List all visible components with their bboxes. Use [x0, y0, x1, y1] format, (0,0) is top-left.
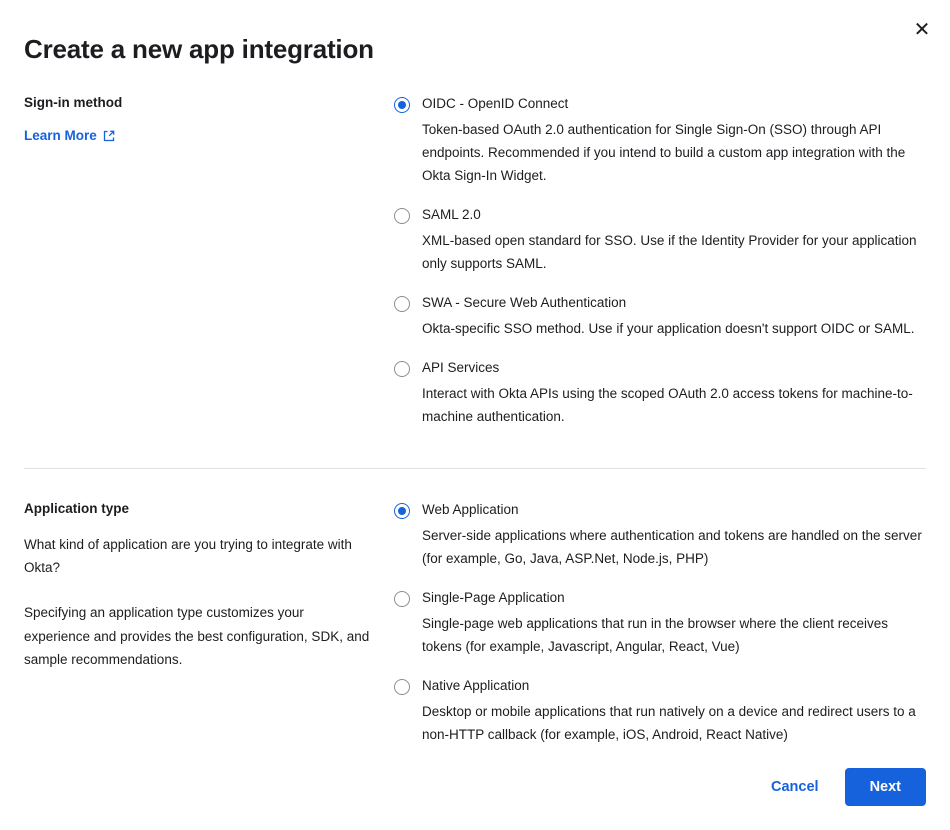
- application-type-description-2: Specifying an application type customizes your experience and provides the best configuration, SDK, and sample recommendations.: [24, 605, 370, 667]
- radio-single-page-application[interactable]: [394, 591, 410, 607]
- signin-method-section: [24, 94, 926, 428]
- page-title: Create a new app integration: [24, 34, 374, 64]
- signin-option-saml-title: SAML 2.0: [422, 207, 481, 223]
- apptype-option-native-title: Native Application: [422, 678, 530, 693]
- signin-option-swa-desc: Okta-specific SSO method. Use if your application doesn't support OIDC or SAML.: [422, 320, 915, 336]
- radio-api-services[interactable]: [394, 361, 410, 377]
- radio-native-application[interactable]: [394, 679, 410, 695]
- external-link-icon: [103, 130, 115, 142]
- application-type-label: Application type: [24, 501, 130, 516]
- radio-swa[interactable]: [394, 296, 410, 312]
- learn-more-link[interactable]: [24, 128, 115, 143]
- application-type-description-1: What kind of application are you trying to integrate with Okta?: [24, 536, 352, 576]
- apptype-option-web[interactable]: [394, 500, 926, 570]
- next-button[interactable]: Next: [845, 768, 926, 806]
- radio-oidc[interactable]: [394, 97, 410, 113]
- radio-saml[interactable]: [394, 208, 410, 224]
- signin-method-options: [394, 94, 926, 428]
- signin-option-saml-desc: XML-based open standard for SSO. Use if the Identity Provider for your application only supports SAML.: [422, 232, 917, 271]
- signin-option-saml[interactable]: [394, 205, 926, 275]
- signin-method-left: [24, 94, 394, 145]
- radio-web-application[interactable]: [394, 503, 410, 519]
- signin-option-oidc[interactable]: [394, 94, 926, 187]
- apptype-option-native[interactable]: [394, 676, 926, 746]
- signin-option-api-services-title: API Services: [422, 360, 500, 375]
- signin-option-swa[interactable]: [394, 293, 926, 340]
- section-divider: [24, 468, 926, 469]
- apptype-option-spa-desc: Single-page web applications that run in the browser where the client receives tokens (for example, Javascript, Angular, React, Vue): [422, 615, 889, 654]
- signin-option-api-services-desc: Interact with Okta APIs using the scoped OAuth 2.0 access tokens for machine-to-machine authentication.: [422, 385, 913, 424]
- signin-option-api-services[interactable]: [394, 358, 926, 428]
- apptype-option-spa[interactable]: [394, 588, 926, 658]
- signin-option-swa-title: SWA - Secure Web Authentication: [422, 295, 627, 311]
- signin-option-oidc-title: OIDC - OpenID Connect: [422, 96, 569, 111]
- application-type-left: [24, 500, 394, 671]
- cancel-button[interactable]: Cancel: [767, 771, 823, 803]
- dialog-footer: [767, 768, 926, 806]
- apptype-option-native-desc: Desktop or mobile applications that run natively on a device and redirect users to a non-HTTP callback (for example, iOS, Android, React Native): [422, 703, 916, 742]
- apptype-option-web-desc: Server-side applications where authentication and tokens are handled on the server (for example, Go, Java, ASP.Net, Node.js, PHP): [422, 527, 922, 566]
- signin-option-oidc-desc: Token-based OAuth 2.0 authentication for Single Sign-On (SSO) through API endpoints. Recommended if you intend to build a custom app integration with the Okta Sign-In Widget.: [422, 121, 906, 183]
- application-type-section: [24, 500, 926, 746]
- application-type-options: [394, 500, 926, 746]
- apptype-option-web-title: Web Application: [422, 502, 519, 517]
- learn-more-label: Learn More: [24, 127, 97, 143]
- apptype-option-spa-title: Single-Page Application: [422, 590, 565, 605]
- signin-method-label: Sign-in method: [24, 95, 123, 110]
- close-icon[interactable]: ✕: [908, 16, 936, 44]
